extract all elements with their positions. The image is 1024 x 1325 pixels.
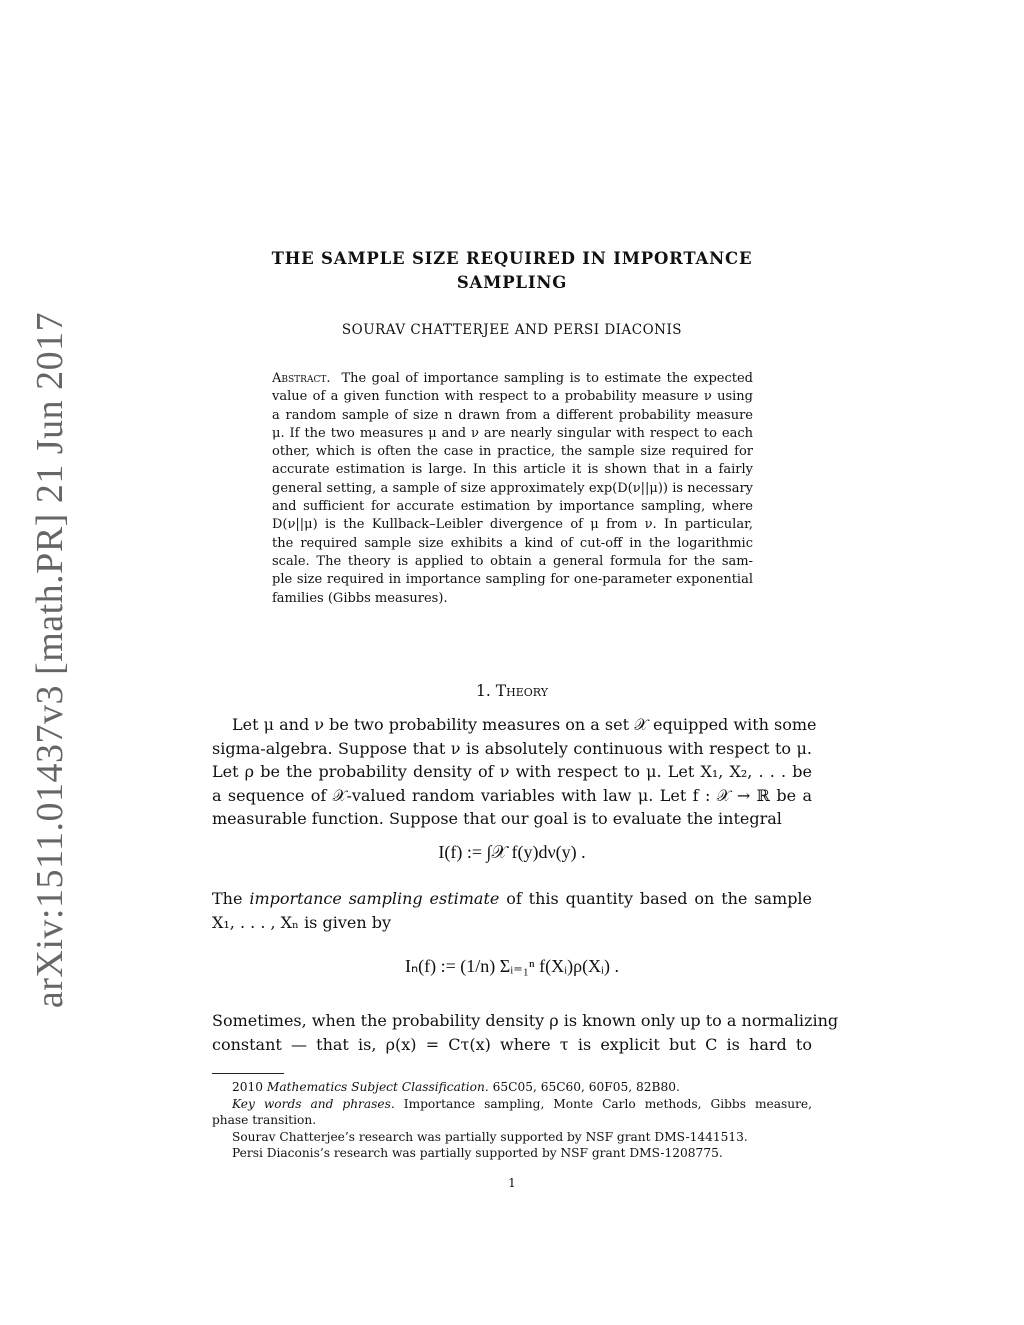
footnote-label: Key words and phrases. <box>232 1096 395 1111</box>
abstract-line <box>272 370 753 388</box>
body-line: Sometimes, when the probability density ρ is known only up to a normalizing <box>212 1011 839 1030</box>
abstract-line: μ. If the two measures μ and ν are nearly singular with respect to each <box>272 425 753 441</box>
page-number: 1 <box>508 1176 516 1190</box>
section-heading <box>212 682 812 700</box>
paragraph-1 <box>212 713 817 831</box>
abstract-line: and sufficient for accurate estimation by importance sampling, where <box>272 499 753 515</box>
body-line: measurable function. Suppose that our goal is to evaluate the integral <box>212 809 782 828</box>
footnotes <box>212 1079 812 1162</box>
footnote-funding-1: Sourav Chatterjee’s research was partially supported by NSF grant DMS-1441513. <box>232 1129 748 1144</box>
body-line: X₁, . . . , Xₙ is given by <box>212 912 392 932</box>
footnote-keywords <box>212 1096 812 1113</box>
body-line: sigma-algebra. Suppose that ν is absolutely continuous with respect to μ. <box>212 738 812 758</box>
abstract-line: ple size required in importance sampling for one-parameter exponential <box>272 572 753 588</box>
authors: SOURAV CHATTERJEE AND PERSI DIACONIS <box>341 322 683 338</box>
abstract-label: Abstract. <box>272 371 331 386</box>
abstract-text: The goal of importance sampling is to estimate the expected <box>341 371 754 386</box>
footnote-text: Importance sampling, Monte Carlo methods, Gibbs measure, <box>403 1096 813 1111</box>
section-title: Theory <box>495 682 548 700</box>
paper-title <box>212 247 812 295</box>
equation-integral: I(f) := ∫𝒳 f(y)dν(y) . <box>438 842 586 862</box>
body-line <box>212 887 812 911</box>
emphasis-term: importance sampling estimate <box>249 889 500 908</box>
abstract-line: general setting, a sample of size approximately exp(D(ν||μ)) is necessary <box>272 480 753 496</box>
body-line: constant — that is, ρ(x) = Cτ(x) where τ is explicit but C is hard to <box>212 1034 812 1054</box>
abstract-line: accurate estimation is large. In this article it is shown that in a fairly <box>272 462 753 478</box>
abstract-line: D(ν||μ) is the Kullback–Leibler divergence of μ from ν. In particular, <box>272 517 753 533</box>
footnote-msc <box>212 1079 812 1096</box>
body-line: Let μ and ν be two probability measures on a set 𝒳 equipped with some <box>232 715 817 734</box>
body-line: a sequence of 𝒳-valued random variables with law μ. Let f : 𝒳 → ℝ be a <box>212 785 812 805</box>
body-text: of this quantity based on the sample <box>506 889 813 908</box>
footnote-text: 65C05, 65C60, 60F05, 82B80. <box>492 1080 680 1094</box>
footnote-keywords-cont: phase transition. <box>212 1113 317 1127</box>
title-line-1: THE SAMPLE SIZE REQUIRED IN IMPORTANCE <box>271 249 753 268</box>
footnote-funding-2: Persi Diaconis’s research was partially supported by NSF grant DMS-1208775. <box>232 1146 723 1160</box>
arxiv-identifier-sidebar <box>20 311 80 1009</box>
abstract-line: the required sample size exhibits a kind of cut-off in the logarithmic <box>272 535 753 551</box>
paragraph-3 <box>212 1009 839 1056</box>
footnote-label: Mathematics Subject Classification. <box>266 1080 489 1094</box>
footnote-divider <box>212 1073 284 1074</box>
abstract-line: value of a given function with respect to a probability measure ν using <box>272 389 753 405</box>
equation-estimator: Iₙ(f) := (1/n) Σᵢ₌₁ⁿ f(Xᵢ)ρ(Xᵢ) . <box>405 956 619 976</box>
abstract <box>272 370 753 608</box>
abstract-line: families (Gibbs measures). <box>272 590 448 606</box>
body-line: Let ρ be the probability density of ν with respect to μ. Let X₁, X₂, . . . be <box>212 762 812 781</box>
body-text: The <box>212 889 243 908</box>
abstract-line: scale. The theory is applied to obtain a general formula for the sam- <box>272 553 753 569</box>
title-line-2: SAMPLING <box>456 273 568 292</box>
footnote-text: 2010 <box>232 1080 264 1094</box>
section-number: 1. <box>476 682 491 700</box>
abstract-line: a random sample of size n drawn from a different probability measure <box>272 407 753 423</box>
paragraph-2 <box>212 887 812 934</box>
abstract-line: other, which is often the case in practice, the sample size required for <box>272 444 753 460</box>
arxiv-id-text: arXiv:1511.01437v3 [math.PR] 21 Jun 2017 <box>29 311 71 1009</box>
